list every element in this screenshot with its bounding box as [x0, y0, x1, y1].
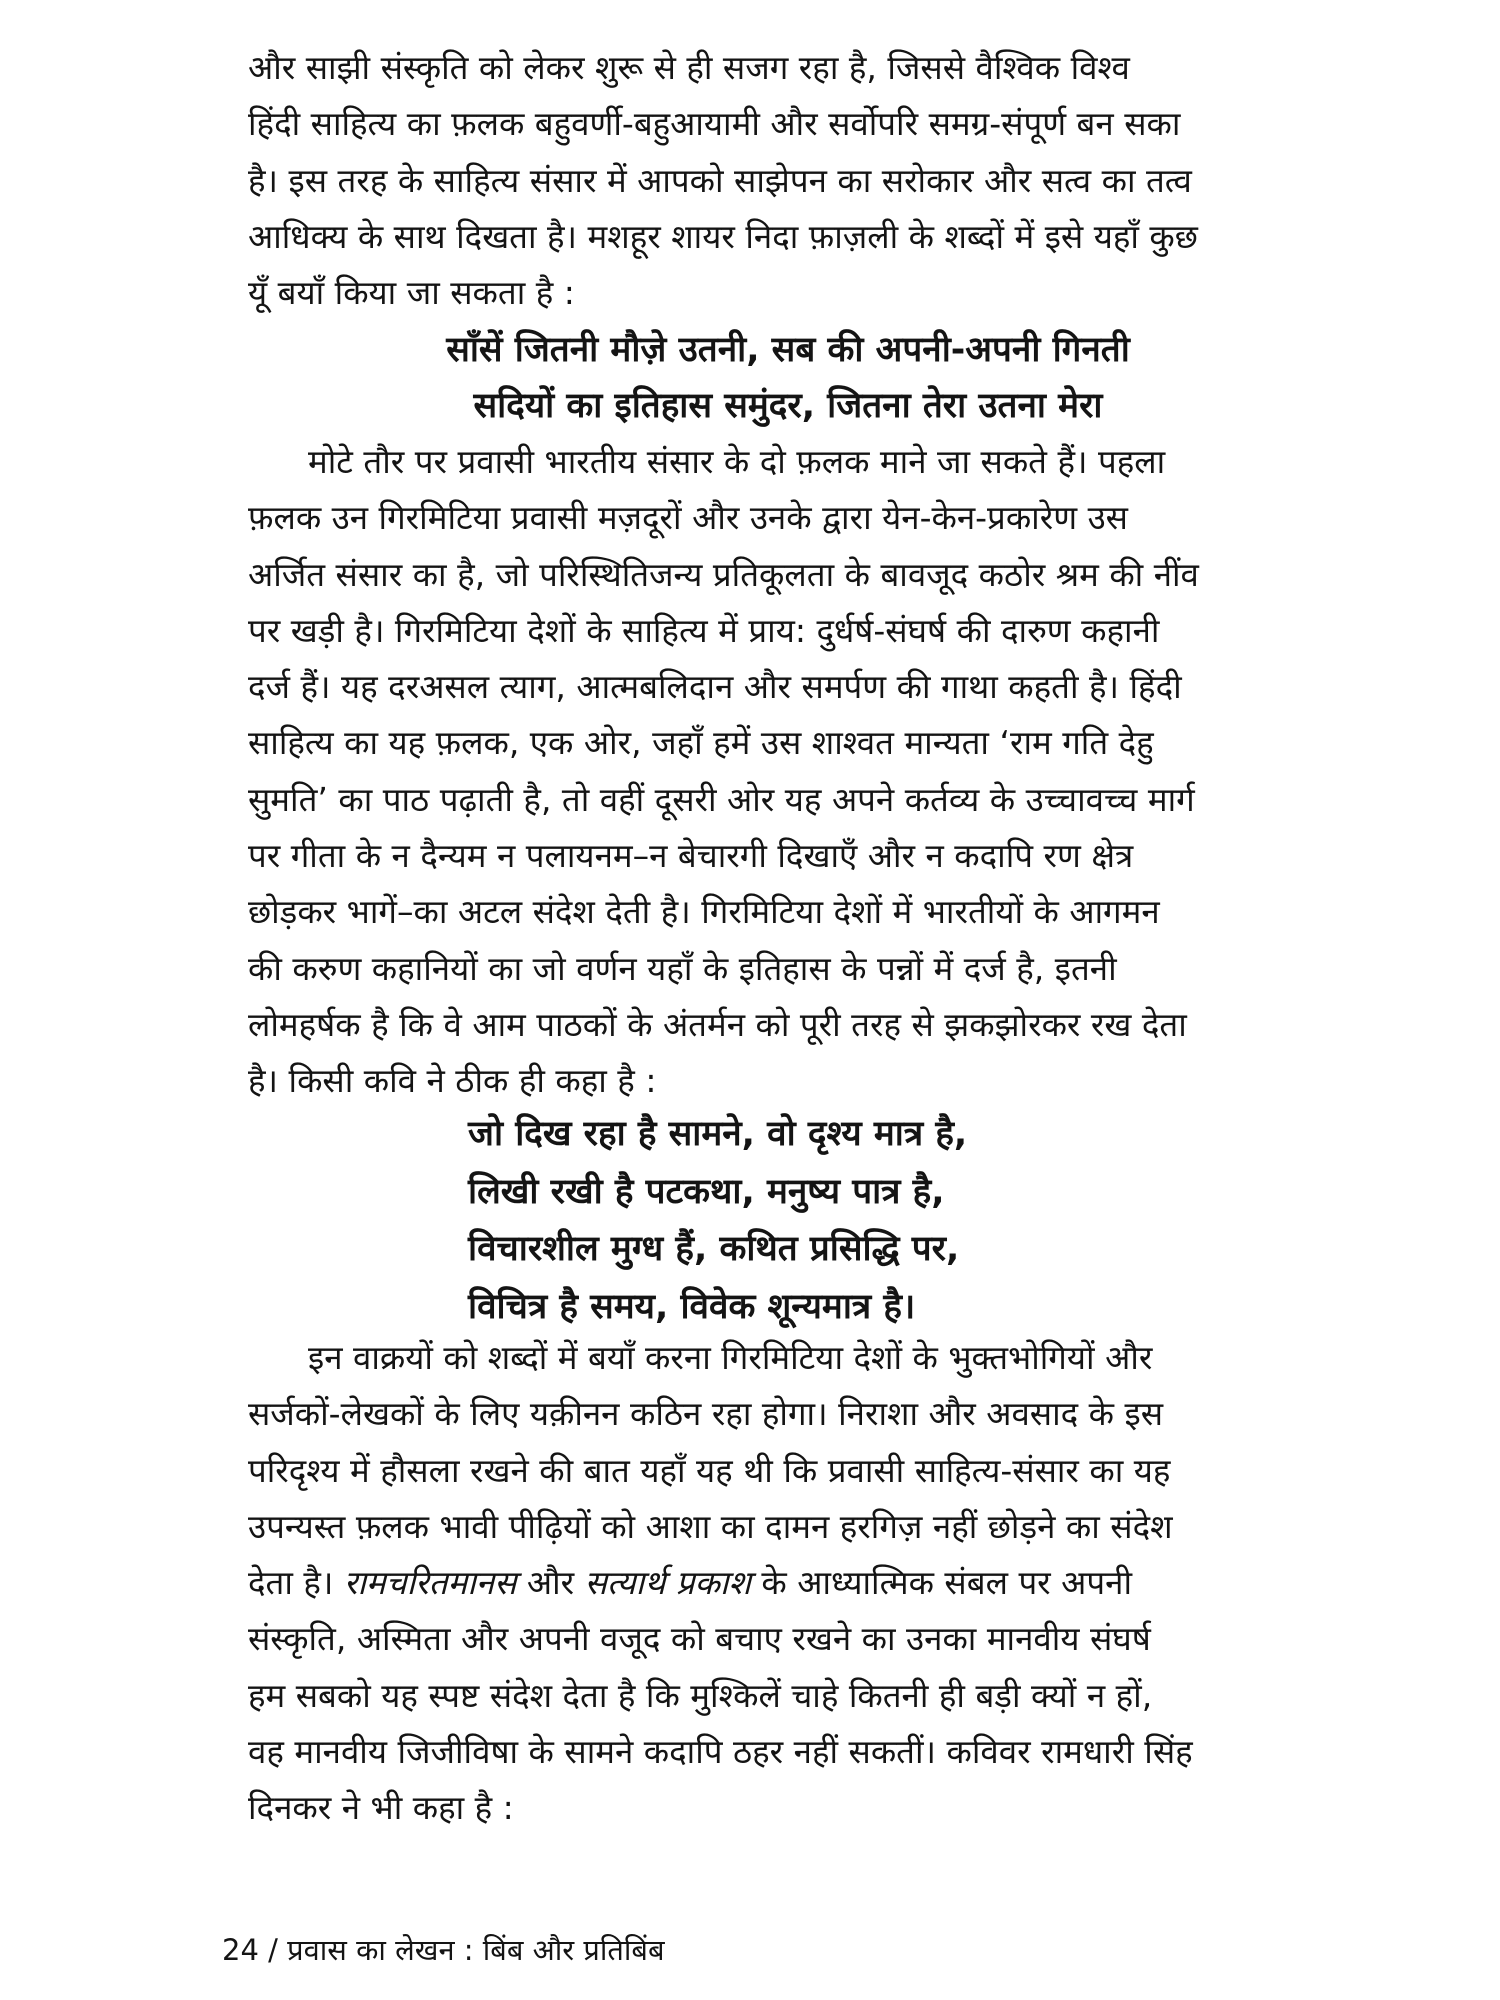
text-line: दर्ज हैं। यह दरअसल त्याग, आत्मबलिदान और समर्पण की गाथा कहती है। हिंदी	[248, 667, 1182, 707]
book-title-ramcharitmanas: रामचरितमानस	[343, 1563, 517, 1603]
text-line: है। किसी कवि ने ठीक ही कहा है :	[248, 1061, 657, 1101]
text-line: आधिक्य के साथ दिखता है। मशहूर शायर निदा फ़ाज़ली के शब्दों में इसे यहाँ कुछ	[248, 216, 1198, 256]
verse-line: विचित्र है समय, विवेक शून्यमात्र है।	[468, 1286, 916, 1327]
text-run: देता है।	[248, 1563, 344, 1603]
text-run: के आध्यात्मिक संबल पर अपनी	[750, 1563, 1132, 1603]
intro-text	[248, 40, 1328, 321]
text-line: पर खड़ी है। गिरमिटिया देशों के साहित्य में प्राय: दुर्धर्ष-संघर्ष की दारुण कहानी	[248, 610, 1160, 650]
text-line: हम सबको यह स्पष्ट संदेश देता है कि मुश्किलें चाहे कितनी ही बड़ी क्यों न हों,	[248, 1675, 1153, 1715]
footer-separator: /	[258, 1933, 288, 1967]
text-line: संस्कृति, अस्मिता और अपनी वजूद को बचाए रखने का उनका मानवीय संघर्ष	[248, 1619, 1151, 1659]
text-line: सर्जकों-लेखकों के लिए यक़ीनन कठिन रहा होगा। निराशा और अवसाद के इस	[248, 1394, 1164, 1434]
text-line-with-titles	[248, 1555, 1328, 1611]
text-line: मोटे तौर पर प्रवासी भारतीय संसार के दो फ़लक माने जा सकते हैं। पहला	[308, 442, 1166, 481]
text-line: फ़लक उन गिरमिटिया प्रवासी मज़दूरों और उनके द्वारा येन-केन-प्रकारेण उस	[248, 498, 1128, 538]
text-line: दिनकर ने भी कहा है :	[248, 1788, 514, 1828]
paragraph-three	[248, 1330, 1328, 1837]
page-number: 24	[222, 1933, 259, 1967]
text-line: परिदृश्य में हौसला रखने की बात यहाँ यह थी कि प्रवासी साहित्य-संसार का यह	[248, 1450, 1171, 1490]
page-footer	[222, 1930, 665, 1970]
paragraph-two-text	[248, 434, 1328, 1110]
couplet-line: सदियों का इतिहास समुंदर, जितना तेरा उतना मेरा	[473, 386, 1103, 426]
text-line: सुमति’ का पाठ पढ़ाती है, तो वहीं दूसरी ओर यह अपने कर्तव्य के उच्चावच्च मार्ग	[248, 779, 1195, 819]
text-line: हिंदी साहित्य का फ़लक बहुवर्णी-बहुआयामी और सर्वोपरि समग्र-संपूर्ण बन सका	[248, 104, 1181, 144]
couplet-line: साँसें जितनी मौज़े उतनी, सब की अपनी-अपनी गिनती	[446, 330, 1130, 370]
paragraph-two	[248, 434, 1328, 1110]
text-line: अर्जित संसार का है, जो परिस्थितिजन्य प्रतिकूलता के बावजूद कठोर श्रम की नींव	[248, 554, 1199, 594]
text-line: और साझी संस्कृति को लेकर शुरू से ही सजग रहा है, जिससे वैश्विक विश्व	[248, 48, 1130, 87]
text-line: है। इस तरह के साहित्य संसार में आपको साझेपन का सरोकार और सत्व का तत्व	[248, 160, 1192, 200]
book-title-satyarth-prakash: सत्यार्थ प्रकाश	[584, 1563, 751, 1603]
couplet-quote	[248, 322, 1328, 434]
text-line: यूँ बयाँ किया जा सकता है :	[248, 273, 575, 313]
text-line: इन वाक्रयों को शब्दों में बयाँ करना गिरमिटिया देशों के भुक्तभोगियों और	[308, 1338, 1153, 1377]
text-line: पर गीता के न दैन्यम न पलायनम–न बेचारगी दिखाएँ और न कदापि रण क्षेत्र	[248, 836, 1134, 876]
text-run: और	[516, 1563, 585, 1603]
text-line: उपन्यस्त फ़लक भावी पीढ़ियों को आशा का दामन हरगिज़ नहीं छोड़ने का संदेश	[248, 1506, 1173, 1546]
verse-line: जो दिख रहा है सामने, वो दृश्य मात्र है,	[468, 1114, 968, 1154]
paragraph-three-text	[248, 1330, 1328, 1837]
text-line: वह मानवीय जिजीविषा के सामने कदापि ठहर नहीं सकतीं। कविवर रामधारी सिंह	[248, 1732, 1193, 1772]
verse-line: लिखी रखी है पटकथा, मनुष्य पात्र है,	[468, 1171, 945, 1212]
book-title: प्रवास का लेखन : बिंब और प्रतिबिंब	[287, 1933, 665, 1967]
text-line: की करुण कहानियों का जो वर्णन यहाँ के इतिहास के पन्नों में दर्ज है, इतनी	[248, 948, 1117, 988]
text-line: लोमहर्षक है कि वे आम पाठकों के अंतर्मन को पूरी तरह से झकझोरकर रख देता	[248, 1004, 1187, 1044]
text-line: छोड़कर भागें–का अटल संदेश देती है। गिरमिटिया देशों में भारतीयों के आगमन	[248, 892, 1160, 932]
intro-paragraph	[248, 40, 1328, 321]
text-line: साहित्य का यह फ़लक, एक ओर, जहाँ हमें उस शाश्वत मान्यता ‘राम गति देहु	[248, 723, 1154, 763]
verse-quote	[468, 1106, 1168, 1336]
verse-line: विचारशील मुग्ध हैं, कथित प्रसिद्धि पर,	[468, 1229, 960, 1269]
